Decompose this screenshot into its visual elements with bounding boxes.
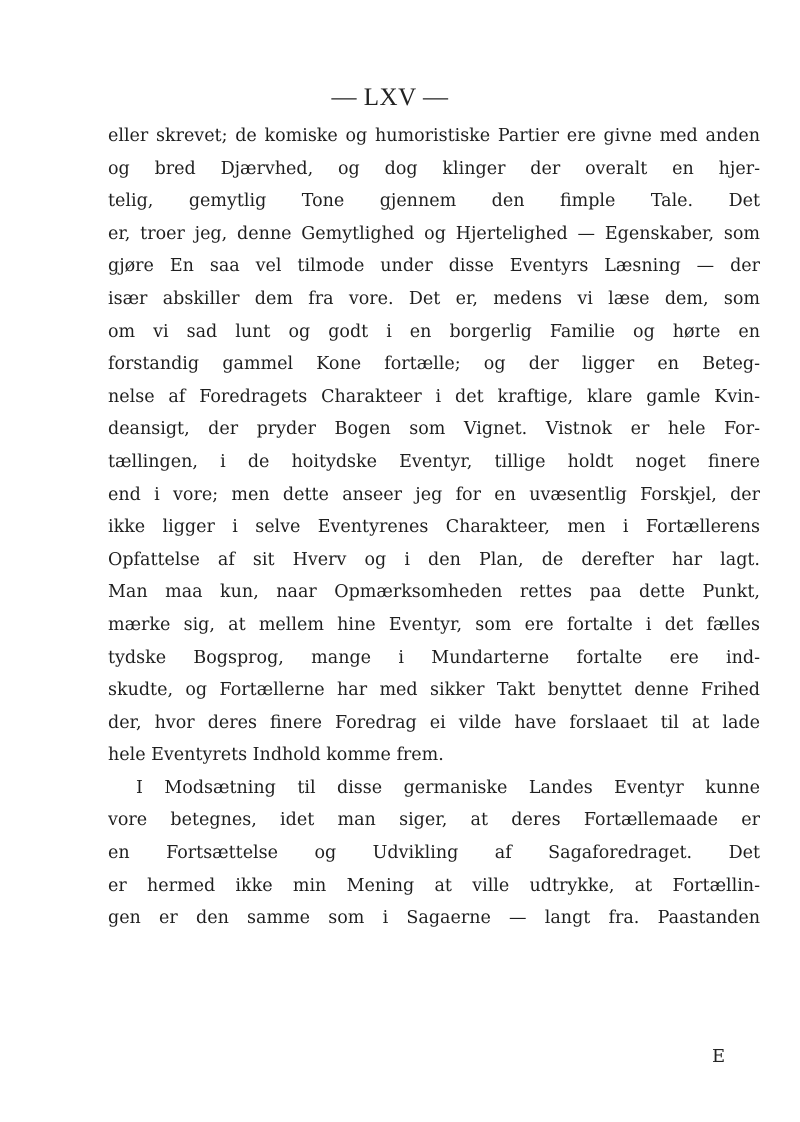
text-line: Opfattelse af sit Hverv og i den Plan, de derefter har lagt. xyxy=(108,549,760,570)
text-line: er, troer jeg, denne Gemytlighed og Hjertelighed — Egenskaber, som xyxy=(108,223,760,244)
text-line: om vi sad lunt og godt i en borgerlig Familie og hørte en xyxy=(108,321,760,342)
text-line: hele Eventyrets Indhold komme frem. xyxy=(108,745,444,766)
text-line: der, hvor deres finere Foredrag ei vilde have forslaaet til at lade xyxy=(108,712,760,733)
page-number: — LXV — xyxy=(331,84,449,111)
text-line: deansigt, der pryder Bogen som Vignet. Vistnok er hele For- xyxy=(108,419,760,440)
text-line: nelse af Foredragets Charakteer i det kraftige, klare gamle Kvin- xyxy=(108,386,760,407)
text-line: gjøre En saa vel tilmode under disse Eventyrs Læsning — der xyxy=(108,256,760,277)
text-line: mærke sig, at mellem hine Eventyr, som ere fortalte i det fælles xyxy=(108,614,760,635)
text-line: især abskiller dem fra vore. Det er, medens vi læse dem, som xyxy=(108,288,760,309)
text-line: forstandig gammel Kone fortælle; og der ligger en Beteg- xyxy=(108,354,760,375)
text-line: eller skrevet; de komiske og humoristiske Partier ere givne med anden xyxy=(108,126,760,146)
text-line: og bred Djærvhed, og dog klinger der overalt en hjer- xyxy=(108,158,760,179)
catchword: E xyxy=(712,1046,726,1067)
text-line: en Fortsættelse og Udvikling af Sagaforedraget. Det xyxy=(108,843,760,864)
text-line: tydske Bogsprog, mange i Mundarterne fortalte ere ind- xyxy=(108,647,760,668)
text-line: ikke ligger i selve Eventyrenes Charakteer, men i Fortællerens xyxy=(108,517,760,538)
body-text xyxy=(108,120,760,935)
text-line: gen er den samme som i Sagaerne — langt fra. Paastanden xyxy=(108,908,760,929)
text-line: vore betegnes, idet man siger, at deres Fortællemaade er xyxy=(108,810,760,831)
text-line: I Modsætning til disse germaniske Landes Eventyr kunne xyxy=(136,777,760,798)
text-line: skudte, og Fortællerne har med sikker Takt benyttet denne Frihed xyxy=(108,680,760,701)
text-line: er hermed ikke min Mening at ville udtrykke, at Fortællin- xyxy=(108,875,760,896)
text-line: telig, gemytlig Tone gjennem den fimple Tale. Det xyxy=(108,191,760,212)
text-line: tællingen, i de hoitydske Eventyr, tillige holdt noget finere xyxy=(108,451,760,472)
text-line: Man maa kun, naar Opmærksomheden rettes paa dette Punkt, xyxy=(108,582,760,603)
text-line: end i vore; men dette anseer jeg for en uvæsentlig Forskjel, der xyxy=(108,484,760,505)
